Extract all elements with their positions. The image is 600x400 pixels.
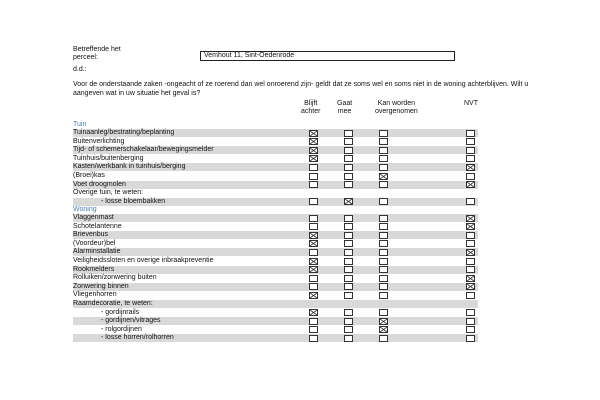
row-label: - gordijnrails: [101, 308, 140, 316]
row-label: Tijd- of schemerschakelaar/bewegingsmelder: [73, 146, 214, 154]
checkmark-x-icon: [467, 284, 474, 289]
checkbox-blijft-achter[interactable]: [309, 130, 318, 137]
checkbox-nvt[interactable]: [466, 292, 475, 299]
checkbox-gaat-mee[interactable]: [344, 275, 353, 282]
checklist-row: [73, 231, 478, 239]
checklist-row: [73, 223, 478, 231]
column-header-nvt-label: NVT: [464, 100, 478, 107]
checkmark-x-icon: [467, 250, 474, 255]
checkmark-x-icon: [345, 199, 352, 204]
checkbox-blijft-achter[interactable]: [309, 223, 318, 230]
checkbox-nvt[interactable]: [466, 309, 475, 316]
checkbox-gaat-mee[interactable]: [344, 258, 353, 265]
checkbox-blijft-achter[interactable]: [309, 275, 318, 282]
checkmark-x-icon: [380, 327, 387, 332]
checklist-row: [73, 214, 478, 222]
column-header-nvt: [464, 100, 478, 108]
row-label: - losse bloembakken: [101, 197, 166, 205]
checkbox-gaat-mee[interactable]: [344, 232, 353, 239]
checkbox-kan-worden-overgenomen[interactable]: [379, 181, 388, 188]
checkbox-blijft-achter[interactable]: [309, 181, 318, 188]
checkmark-x-icon: [380, 319, 387, 324]
column-header-blijft-achter: [301, 100, 320, 116]
checkmark-x-icon: [467, 224, 474, 229]
row-label: Kasten/werkbank in tuinhuis/berging: [73, 163, 186, 171]
checklist-row: [73, 291, 478, 299]
checkbox-blijft-achter[interactable]: [309, 155, 318, 162]
column-header-overgenomen: overgenomen: [375, 108, 418, 115]
checkbox-kan-worden-overgenomen[interactable]: [379, 283, 388, 290]
checklist-row: [73, 198, 478, 206]
checkbox-blijft-achter[interactable]: [309, 164, 318, 171]
checkmark-x-icon: [467, 165, 474, 170]
checkmark-x-icon: [380, 174, 387, 179]
checkbox-kan-worden-overgenomen[interactable]: [379, 275, 388, 282]
checkbox-kan-worden-overgenomen[interactable]: [379, 215, 388, 222]
row-label: Overige tuin, te weten:: [73, 189, 144, 197]
checkbox-kan-worden-overgenomen[interactable]: [379, 292, 388, 299]
checkbox-blijft-achter[interactable]: [309, 147, 318, 154]
checkbox-gaat-mee[interactable]: [344, 181, 353, 188]
checkbox-kan-worden-overgenomen[interactable]: [379, 326, 388, 333]
checkbox-gaat-mee[interactable]: [344, 147, 353, 154]
checkbox-gaat-mee[interactable]: [344, 198, 353, 205]
checkbox-nvt[interactable]: [466, 275, 475, 282]
row-label: Vlaggenmast: [73, 214, 114, 221]
checkbox-nvt[interactable]: [466, 266, 475, 273]
checkbox-nvt[interactable]: [466, 318, 475, 325]
checkbox-kan-worden-overgenomen[interactable]: [379, 258, 388, 265]
checkbox-gaat-mee[interactable]: [344, 318, 353, 325]
checklist-row: [73, 163, 478, 171]
checkbox-nvt[interactable]: [466, 335, 475, 342]
checklist-row: [73, 334, 478, 342]
column-header-blijft: Blijft: [304, 100, 318, 107]
checklist-row: [73, 181, 478, 189]
section-title: Tuin: [73, 121, 87, 128]
checkbox-blijft-achter[interactable]: [309, 198, 318, 205]
column-header-gaat-mee: [337, 100, 352, 116]
checkbox-kan-worden-overgenomen[interactable]: [379, 198, 388, 205]
checkbox-nvt[interactable]: [466, 258, 475, 265]
checkbox-kan-worden-overgenomen[interactable]: [379, 266, 388, 273]
checkbox-blijft-achter[interactable]: [309, 335, 318, 342]
checkbox-blijft-achter[interactable]: [309, 240, 318, 247]
checkbox-gaat-mee[interactable]: [344, 223, 353, 230]
column-header-mee: mee: [337, 108, 352, 115]
row-label: - rolgordijnen: [101, 325, 142, 333]
checkbox-kan-worden-overgenomen[interactable]: [379, 147, 388, 154]
checkmark-x-icon: [310, 241, 317, 246]
row-label: (Broei)kas: [73, 172, 105, 179]
checklist-row: [73, 138, 478, 146]
checkbox-gaat-mee[interactable]: [344, 155, 353, 162]
row-label: Vliegenhorren: [73, 291, 117, 299]
checkbox-gaat-mee[interactable]: [344, 240, 353, 247]
checkbox-nvt[interactable]: [466, 198, 475, 205]
checkbox-blijft-achter[interactable]: [309, 318, 318, 325]
date-label: d.d.:: [73, 66, 87, 73]
checkmark-x-icon: [467, 276, 474, 281]
checklist-row: [73, 172, 478, 180]
checkbox-nvt[interactable]: [466, 240, 475, 247]
row-label: - losse horren/rolhorren: [101, 334, 174, 342]
checkbox-gaat-mee[interactable]: [344, 249, 353, 256]
checkbox-nvt[interactable]: [466, 249, 475, 256]
row-label: Zonwering binnen: [73, 282, 129, 290]
checklist-row: [73, 155, 478, 163]
row-label: (Voordeur)bel: [73, 239, 116, 247]
checkbox-kan-worden-overgenomen[interactable]: [379, 240, 388, 247]
checkbox-kan-worden-overgenomen[interactable]: [379, 130, 388, 137]
checkmark-x-icon: [467, 182, 474, 187]
checkbox-kan-worden-overgenomen[interactable]: [379, 155, 388, 162]
checkmark-x-icon: [310, 233, 317, 238]
checkbox-gaat-mee[interactable]: [344, 215, 353, 222]
checkbox-gaat-mee[interactable]: [344, 309, 353, 316]
row-label: Alarminstallatie: [73, 248, 121, 256]
row-label: - gordijnen/vitrages: [101, 317, 161, 325]
checklist-row: [73, 300, 478, 308]
checkbox-blijft-achter[interactable]: [309, 215, 318, 222]
checkmark-x-icon: [310, 310, 317, 315]
column-header-achter: achter: [301, 108, 321, 115]
checkmark-x-icon: [310, 156, 317, 161]
checkbox-gaat-mee[interactable]: [344, 292, 353, 299]
checkbox-blijft-achter[interactable]: [309, 266, 318, 273]
checkbox-kan-worden-overgenomen[interactable]: [379, 138, 388, 145]
checkbox-nvt[interactable]: [466, 223, 475, 230]
row-label: Tuinhuis/buitenberging: [73, 154, 144, 162]
row-label: Veiligheidssloten en overige inbraakpreventie: [73, 257, 214, 264]
perceel-label-line1: Betreffende het: [73, 46, 121, 53]
column-header-kan-worden: Kan worden: [377, 100, 416, 107]
checkbox-kan-worden-overgenomen[interactable]: [379, 232, 388, 239]
row-label: Raamdecoratie, te weten:: [73, 300, 153, 307]
checkbox-gaat-mee[interactable]: [344, 326, 353, 333]
row-label: Buitenverlichting: [73, 137, 125, 145]
checklist-row: [73, 248, 478, 256]
checkbox-nvt[interactable]: [466, 164, 475, 171]
checkbox-kan-worden-overgenomen[interactable]: [379, 164, 388, 171]
checkbox-kan-worden-overgenomen[interactable]: [379, 318, 388, 325]
checkmark-x-icon: [467, 216, 474, 221]
checkmark-x-icon: [310, 267, 317, 272]
checklist-row: [73, 309, 478, 317]
checkbox-blijft-achter[interactable]: [309, 309, 318, 316]
checkbox-nvt[interactable]: [466, 181, 475, 188]
row-label: Voet droogmolen: [73, 180, 126, 188]
checkmark-x-icon: [310, 148, 317, 153]
checkbox-nvt[interactable]: [466, 215, 475, 222]
checkbox-gaat-mee[interactable]: [344, 130, 353, 137]
checkbox-nvt[interactable]: [466, 155, 475, 162]
checkbox-nvt[interactable]: [466, 147, 475, 154]
checkbox-nvt[interactable]: [466, 326, 475, 333]
column-header-kan-worden-overgenomen: [375, 100, 418, 116]
checklist-row: [73, 189, 478, 197]
checkbox-gaat-mee[interactable]: [344, 164, 353, 171]
perceel-label-line2: perceel:: [73, 54, 98, 61]
intro-text: Voor de onderstaande zaken -ongeacht of ze roerend dan wel onroerend zijn- geldt dat ze soms wel en soms niet in de woning achterblijven. Wilt u aangeven wat in uw situatie het geval is?: [73, 81, 529, 97]
checkbox-kan-worden-overgenomen[interactable]: [379, 335, 388, 342]
checklist-row: [73, 146, 478, 154]
section-title: Woning: [73, 206, 97, 213]
checkbox-blijft-achter[interactable]: [309, 258, 318, 265]
checklist-row: [73, 317, 478, 325]
checkbox-blijft-achter[interactable]: [309, 292, 318, 299]
checklist-row: [73, 326, 478, 334]
checkbox-kan-worden-overgenomen[interactable]: [379, 223, 388, 230]
row-label: Tuinaanleg/bestrating/beplanting: [73, 129, 175, 136]
checklist-row: [73, 283, 478, 291]
checkbox-kan-worden-overgenomen[interactable]: [379, 249, 388, 256]
checkbox-blijft-achter[interactable]: [309, 326, 318, 333]
checklist-row: [73, 240, 478, 248]
checkbox-blijft-achter[interactable]: [309, 138, 318, 145]
checklist-row: [73, 257, 478, 265]
checkbox-kan-worden-overgenomen[interactable]: [379, 309, 388, 316]
checkbox-gaat-mee[interactable]: [344, 138, 353, 145]
perceel-field[interactable]: Vemhout 11, Sint-Oedenrode: [200, 51, 455, 61]
row-label: Schotelantenne: [73, 222, 122, 230]
checkmark-x-icon: [310, 131, 317, 136]
row-label: Rolluiken/zonwering buiten: [73, 274, 157, 282]
checkbox-nvt[interactable]: [466, 130, 475, 137]
checklist-row: [73, 274, 478, 282]
checkbox-gaat-mee[interactable]: [344, 266, 353, 273]
checkbox-gaat-mee[interactable]: [344, 335, 353, 342]
checkmark-x-icon: [310, 139, 317, 144]
checkbox-nvt[interactable]: [466, 232, 475, 239]
checkmark-x-icon: [310, 293, 317, 298]
checkbox-nvt[interactable]: [466, 173, 475, 180]
checklist-row: [73, 266, 478, 274]
checklist-row: [73, 129, 478, 137]
row-label: Rookmelders: [73, 265, 115, 273]
checkbox-blijft-achter[interactable]: [309, 283, 318, 290]
checkbox-blijft-achter[interactable]: [309, 249, 318, 256]
checkmark-x-icon: [310, 259, 317, 264]
checkbox-nvt[interactable]: [466, 283, 475, 290]
checkbox-gaat-mee[interactable]: [344, 283, 353, 290]
checkbox-kan-worden-overgenomen[interactable]: [379, 173, 388, 180]
checkbox-blijft-achter[interactable]: [309, 232, 318, 239]
column-header-gaat: Gaat: [337, 100, 353, 107]
checkbox-gaat-mee[interactable]: [344, 173, 353, 180]
checkbox-nvt[interactable]: [466, 138, 475, 145]
row-label: Brievenbus: [73, 231, 109, 239]
checkbox-blijft-achter[interactable]: [309, 173, 318, 180]
